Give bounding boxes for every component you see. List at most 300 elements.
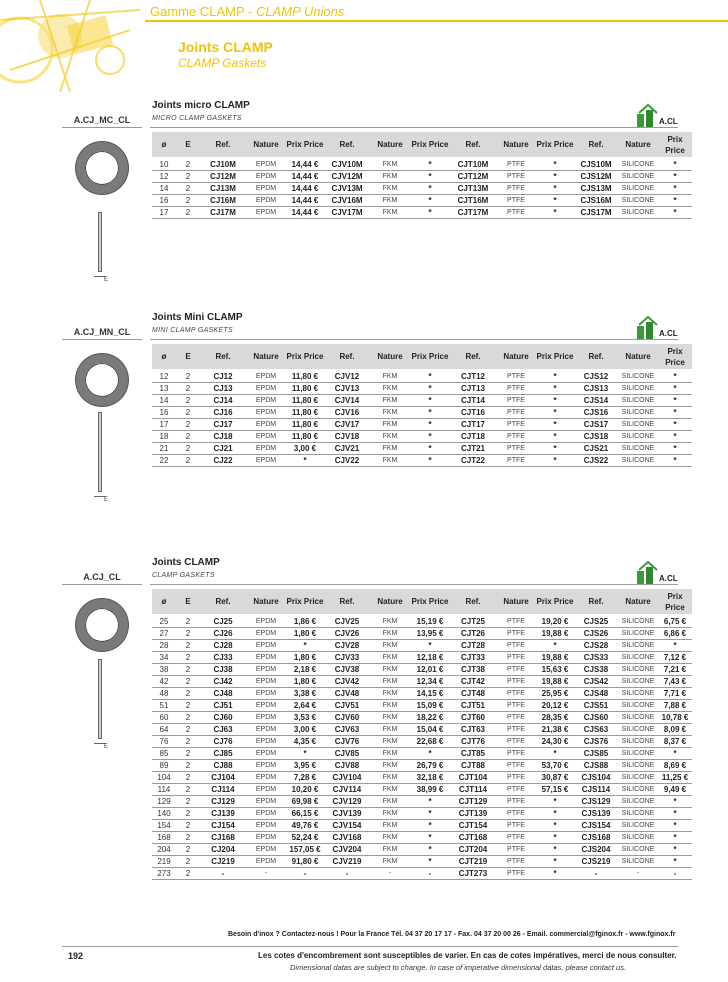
table-cell: CJV204 [324, 844, 370, 856]
table-row [152, 207, 692, 219]
table-cell: * [658, 844, 692, 856]
table-cell: * [658, 820, 692, 832]
column-header: Nature [618, 589, 658, 615]
table-cell: 24,30 € [536, 736, 574, 748]
table-cell: CJS33 [574, 652, 618, 664]
table-cell: * [658, 808, 692, 820]
column-header: Nature [370, 344, 410, 370]
table-cell: CJT168 [450, 832, 496, 844]
table-cell: 11,80 € [286, 383, 324, 395]
table-cell: 12 [152, 171, 176, 183]
table-cell: 2 [176, 856, 200, 868]
table-cell: 12,34 € [410, 676, 450, 688]
table-cell: SILICONE [618, 455, 658, 467]
table-cell: CJS13 [574, 383, 618, 395]
table-cell: PTFE [496, 183, 536, 195]
table-row [152, 736, 692, 748]
table-cell: CJT22 [450, 455, 496, 467]
table-cell: CJ139 [200, 808, 246, 820]
table-cell: CJV168 [324, 832, 370, 844]
table-cell: CJ12M [200, 171, 246, 183]
table-cell: CJT76 [450, 736, 496, 748]
column-header: Ref. [574, 344, 618, 370]
table-cell: PTFE [496, 395, 536, 407]
table-cell: CJ18 [200, 431, 246, 443]
table-cell: CJ12 [200, 370, 246, 383]
table-cell: * [410, 808, 450, 820]
table-cell: CJS13M [574, 183, 618, 195]
table-cell: 14,44 € [286, 183, 324, 195]
table-cell: CJT51 [450, 700, 496, 712]
column-header: Nature [618, 132, 658, 158]
table-cell: CJT10M [450, 158, 496, 171]
table-cell: CJ48 [200, 688, 246, 700]
table-cell: EPDM [246, 676, 286, 688]
table-cell: EPDM [246, 664, 286, 676]
table-cell: FKM [370, 419, 410, 431]
footer-divider [62, 946, 678, 947]
column-header: Ref. [450, 589, 496, 615]
table-cell: PTFE [496, 407, 536, 419]
footer-contact: Besoin d'inox ? Contactez-nous ! Pour la France Tél. 04 37 20 17 17 - Fax. 04 37 20 00 26 - Email. commercial@fginox.fr - www.fginox.fr [228, 931, 676, 938]
gasket-image [76, 599, 128, 651]
table-cell: CJT204 [450, 844, 496, 856]
table-row [152, 183, 692, 195]
table-cell: CJV12 [324, 370, 370, 383]
column-header: Nature [370, 589, 410, 615]
table-cell: 2 [176, 712, 200, 724]
table-cell: 51 [152, 700, 176, 712]
table-cell: SILICONE [618, 784, 658, 796]
table-cell: CJT42 [450, 676, 496, 688]
table-row [152, 664, 692, 676]
table-cell: 2 [176, 844, 200, 856]
table-cell: * [536, 808, 574, 820]
table-cell: CJT16 [450, 407, 496, 419]
column-header: ø [152, 344, 176, 370]
table-cell: FKM [370, 724, 410, 736]
table-cell: EPDM [246, 700, 286, 712]
table-cell: PTFE [496, 832, 536, 844]
table-cell: CJS28 [574, 640, 618, 652]
table-cell: 34 [152, 652, 176, 664]
table-cell: FKM [370, 407, 410, 419]
table-cell: CJT114 [450, 784, 496, 796]
table-cell: CJ25 [200, 615, 246, 628]
table-cell: CJS88 [574, 760, 618, 772]
table-cell: PTFE [496, 628, 536, 640]
table-cell: - [246, 868, 286, 880]
table-cell: CJT25 [450, 615, 496, 628]
table-cell: CJV16M [324, 195, 370, 207]
table-row [152, 844, 692, 856]
section-code-divider [62, 339, 142, 340]
table-cell: 2,64 € [286, 700, 324, 712]
table-cell: EPDM [246, 628, 286, 640]
section-code: A.CJ_CL [83, 572, 121, 582]
column-header: Ref. [324, 344, 370, 370]
table-cell: 2 [176, 407, 200, 419]
table-cell: CJT48 [450, 688, 496, 700]
table-cell: * [410, 832, 450, 844]
table-cell: CJ16M [200, 195, 246, 207]
table-cell: CJT17M [450, 207, 496, 219]
table-cell: CJV10M [324, 158, 370, 171]
table-cell: * [658, 640, 692, 652]
table-cell: CJV18 [324, 431, 370, 443]
table-cell: CJ13 [200, 383, 246, 395]
table-cell: CJV33 [324, 652, 370, 664]
table-row [152, 419, 692, 431]
table-cell: 85 [152, 748, 176, 760]
table-cell: CJV17 [324, 419, 370, 431]
table-cell: EPDM [246, 712, 286, 724]
table-cell: CJV76 [324, 736, 370, 748]
table-row [152, 760, 692, 772]
table-cell: EPDM [246, 207, 286, 219]
column-header: Prix Price [286, 589, 324, 615]
table-cell: CJT18 [450, 431, 496, 443]
table-cell: * [658, 407, 692, 419]
footer-note-fr: Les cotes d'encombrement sont susceptibles de varier. En cas de cotes impératives, merci de nous consulter. [258, 951, 677, 960]
table-cell: - [574, 868, 618, 880]
table-cell: PTFE [496, 772, 536, 784]
table-cell: SILICONE [618, 395, 658, 407]
table-cell: CJT12 [450, 370, 496, 383]
table-cell: PTFE [496, 431, 536, 443]
table-row [152, 868, 692, 880]
table-cell: SILICONE [618, 419, 658, 431]
gasket-profile-drawing [94, 412, 109, 504]
table-cell: 2 [176, 443, 200, 455]
table-cell: * [410, 844, 450, 856]
table-cell: 2 [176, 676, 200, 688]
table-row [152, 455, 692, 467]
table-cell: FKM [370, 748, 410, 760]
table-cell: SILICONE [618, 736, 658, 748]
table-cell: SILICONE [618, 431, 658, 443]
table-cell: * [410, 395, 450, 407]
table-cell: SILICONE [618, 748, 658, 760]
table-cell: CJS14 [574, 395, 618, 407]
table-cell: FKM [370, 700, 410, 712]
table-cell: FKM [370, 832, 410, 844]
table-cell: 19,88 € [536, 628, 574, 640]
table-cell: * [410, 207, 450, 219]
table-cell: 2 [176, 370, 200, 383]
table-cell: FKM [370, 455, 410, 467]
table-row [152, 832, 692, 844]
table-cell: FKM [370, 158, 410, 171]
table-cell: * [536, 832, 574, 844]
table-cell: SILICONE [618, 724, 658, 736]
table-cell: FKM [370, 808, 410, 820]
table-row [152, 712, 692, 724]
table-cell: * [536, 419, 574, 431]
table-row [152, 772, 692, 784]
table-cell: 204 [152, 844, 176, 856]
table-cell: 57,15 € [536, 784, 574, 796]
table-cell: EPDM [246, 844, 286, 856]
table-cell: CJS51 [574, 700, 618, 712]
table-cell: CJ22 [200, 455, 246, 467]
table-cell: EPDM [246, 615, 286, 628]
table-cell: FKM [370, 628, 410, 640]
table-cell: * [658, 383, 692, 395]
table-row [152, 195, 692, 207]
table-cell: 7,21 € [658, 664, 692, 676]
table-cell: 38 [152, 664, 176, 676]
table-cell: SILICONE [618, 772, 658, 784]
table-cell: CJ88 [200, 760, 246, 772]
table-cell: * [658, 431, 692, 443]
table-cell: 15,09 € [410, 700, 450, 712]
table-cell: * [658, 207, 692, 219]
table-cell: CJT13 [450, 383, 496, 395]
table-cell: CJS204 [574, 844, 618, 856]
table-cell: FKM [370, 431, 410, 443]
table-cell: 2 [176, 395, 200, 407]
table-cell: 15,04 € [410, 724, 450, 736]
table-cell: 4,35 € [286, 736, 324, 748]
table-cell: 21 [152, 443, 176, 455]
gasket-table [152, 344, 692, 467]
table-cell: FKM [370, 688, 410, 700]
table-cell: * [536, 407, 574, 419]
table-row [152, 796, 692, 808]
table-cell: 2 [176, 772, 200, 784]
table-cell: * [536, 748, 574, 760]
table-cell: CJV104 [324, 772, 370, 784]
table-cell: CJ63 [200, 724, 246, 736]
table-cell: SILICONE [618, 700, 658, 712]
column-header: Prix Price [658, 589, 692, 615]
table-cell: EPDM [246, 370, 286, 383]
table-cell: 2 [176, 832, 200, 844]
table-cell: CJS16 [574, 407, 618, 419]
table-cell: 1,80 € [286, 652, 324, 664]
table-cell: CJ21 [200, 443, 246, 455]
header-bar [145, 20, 728, 22]
table-cell: * [658, 443, 692, 455]
table-row [152, 383, 692, 395]
table-cell: * [410, 158, 450, 171]
table-cell: EPDM [246, 407, 286, 419]
table-cell: EPDM [246, 431, 286, 443]
column-header: Ref. [200, 589, 246, 615]
table-cell: SILICONE [618, 628, 658, 640]
table-cell: EPDM [246, 195, 286, 207]
table-cell: PTFE [496, 736, 536, 748]
table-cell: * [536, 868, 574, 880]
table-cell: 2 [176, 419, 200, 431]
table-cell: CJ60 [200, 712, 246, 724]
thickness-label: E [104, 277, 109, 283]
table-cell: PTFE [496, 455, 536, 467]
table-cell: 52,24 € [286, 832, 324, 844]
section-subtitle: MINI CLAMP GASKETS [152, 327, 233, 334]
table-cell: 168 [152, 832, 176, 844]
table-cell: FKM [370, 383, 410, 395]
gasket-table [152, 132, 692, 219]
table-cell: EPDM [246, 808, 286, 820]
table-cell: * [410, 171, 450, 183]
table-cell: * [536, 395, 574, 407]
section-code-divider [62, 127, 142, 128]
table-cell: CJ51 [200, 700, 246, 712]
table-cell: CJ33 [200, 652, 246, 664]
table-cell: PTFE [496, 748, 536, 760]
table-cell: 219 [152, 856, 176, 868]
table-cell: CJT12M [450, 171, 496, 183]
header-decoration [0, 0, 140, 92]
table-cell: FKM [370, 772, 410, 784]
table-cell: * [536, 171, 574, 183]
table-cell: 16 [152, 195, 176, 207]
table-cell: CJ168 [200, 832, 246, 844]
table-cell: 2 [176, 808, 200, 820]
table-cell: 3,38 € [286, 688, 324, 700]
table-cell: CJV28 [324, 640, 370, 652]
table-cell: CJ219 [200, 856, 246, 868]
table-cell: SILICONE [618, 158, 658, 171]
table-cell: CJT60 [450, 712, 496, 724]
column-header: Nature [246, 589, 286, 615]
table-row [152, 628, 692, 640]
table-cell: CJV85 [324, 748, 370, 760]
table-cell: SILICONE [618, 820, 658, 832]
table-cell: PTFE [496, 724, 536, 736]
table-cell: 18 [152, 431, 176, 443]
table-cell: 2 [176, 796, 200, 808]
table-cell: 7,12 € [658, 652, 692, 664]
table-cell: 2 [176, 688, 200, 700]
table-cell: FKM [370, 712, 410, 724]
table-cell: CJ14 [200, 395, 246, 407]
table-cell: 9,49 € [658, 784, 692, 796]
table-cell: FKM [370, 171, 410, 183]
table-cell: SILICONE [618, 832, 658, 844]
table-cell: 12,01 € [410, 664, 450, 676]
column-header: Nature [496, 344, 536, 370]
table-cell: CJV38 [324, 664, 370, 676]
table-cell: PTFE [496, 784, 536, 796]
table-cell: CJ13M [200, 183, 246, 195]
table-cell: * [658, 455, 692, 467]
table-cell: CJ204 [200, 844, 246, 856]
table-cell: CJT17 [450, 419, 496, 431]
table-cell: CJS129 [574, 796, 618, 808]
table-cell: * [410, 455, 450, 467]
table-cell: 19,88 € [536, 652, 574, 664]
table-cell: CJV21 [324, 443, 370, 455]
table-cell: CJT26 [450, 628, 496, 640]
table-cell: SILICONE [618, 664, 658, 676]
table-cell: * [286, 640, 324, 652]
section-divider [150, 127, 678, 128]
catalog-logo-text: A.CL [659, 329, 678, 338]
table-cell: CJV17M [324, 207, 370, 219]
table-cell: 15,63 € [536, 664, 574, 676]
table-cell: PTFE [496, 370, 536, 383]
table-cell: * [658, 195, 692, 207]
table-row [152, 820, 692, 832]
table-cell: 2 [176, 455, 200, 467]
table-cell: 27 [152, 628, 176, 640]
table-cell: * [410, 195, 450, 207]
table-cell: - [370, 868, 410, 880]
table-cell: 49,76 € [286, 820, 324, 832]
table-row [152, 808, 692, 820]
table-cell: PTFE [496, 760, 536, 772]
table-cell: CJS12 [574, 370, 618, 383]
table-cell: 1,86 € [286, 615, 324, 628]
table-cell: 154 [152, 820, 176, 832]
table-cell: SILICONE [618, 652, 658, 664]
table-cell: EPDM [246, 419, 286, 431]
table-cell: PTFE [496, 664, 536, 676]
table-cell: * [536, 856, 574, 868]
table-cell: CJV13M [324, 183, 370, 195]
table-row [152, 370, 692, 383]
table-cell: 12,18 € [410, 652, 450, 664]
table-cell: 19,20 € [536, 615, 574, 628]
table-cell: * [410, 820, 450, 832]
table-row [152, 640, 692, 652]
table-cell: EPDM [246, 760, 286, 772]
column-header: Nature [496, 132, 536, 158]
section-title: Joints micro CLAMP [152, 100, 250, 111]
table-cell: CJV219 [324, 856, 370, 868]
table-cell: SILICONE [618, 207, 658, 219]
table-cell: 11,80 € [286, 407, 324, 419]
table-cell: * [658, 832, 692, 844]
table-cell: 3,00 € [286, 443, 324, 455]
table-cell: EPDM [246, 772, 286, 784]
table-cell: 19,88 € [536, 676, 574, 688]
table-cell: * [410, 419, 450, 431]
section-subtitle: CLAMP GASKETS [152, 572, 215, 579]
table-cell: 140 [152, 808, 176, 820]
table-cell: 14,44 € [286, 158, 324, 171]
table-cell: 14,44 € [286, 207, 324, 219]
table-cell: * [536, 183, 574, 195]
table-cell: EPDM [246, 171, 286, 183]
column-header: Ref. [574, 589, 618, 615]
column-header: Ref. [324, 132, 370, 158]
table-cell: * [658, 748, 692, 760]
table-cell: CJ16 [200, 407, 246, 419]
table-cell: - [410, 868, 450, 880]
table-cell: FKM [370, 183, 410, 195]
table-cell: SILICONE [618, 676, 658, 688]
table-cell: 2 [176, 383, 200, 395]
section-title: Joints Mini CLAMP [152, 312, 243, 323]
table-cell: PTFE [496, 207, 536, 219]
table-cell: 28 [152, 640, 176, 652]
table-cell: 2 [176, 760, 200, 772]
table-cell: CJV114 [324, 784, 370, 796]
table-cell: FKM [370, 195, 410, 207]
table-cell: 14,44 € [286, 171, 324, 183]
table-cell: SILICONE [618, 808, 658, 820]
table-cell: CJS154 [574, 820, 618, 832]
table-cell: CJT63 [450, 724, 496, 736]
column-header: Prix Price [410, 344, 450, 370]
table-cell: SILICONE [618, 195, 658, 207]
table-cell: EPDM [246, 183, 286, 195]
column-header: Nature [496, 589, 536, 615]
